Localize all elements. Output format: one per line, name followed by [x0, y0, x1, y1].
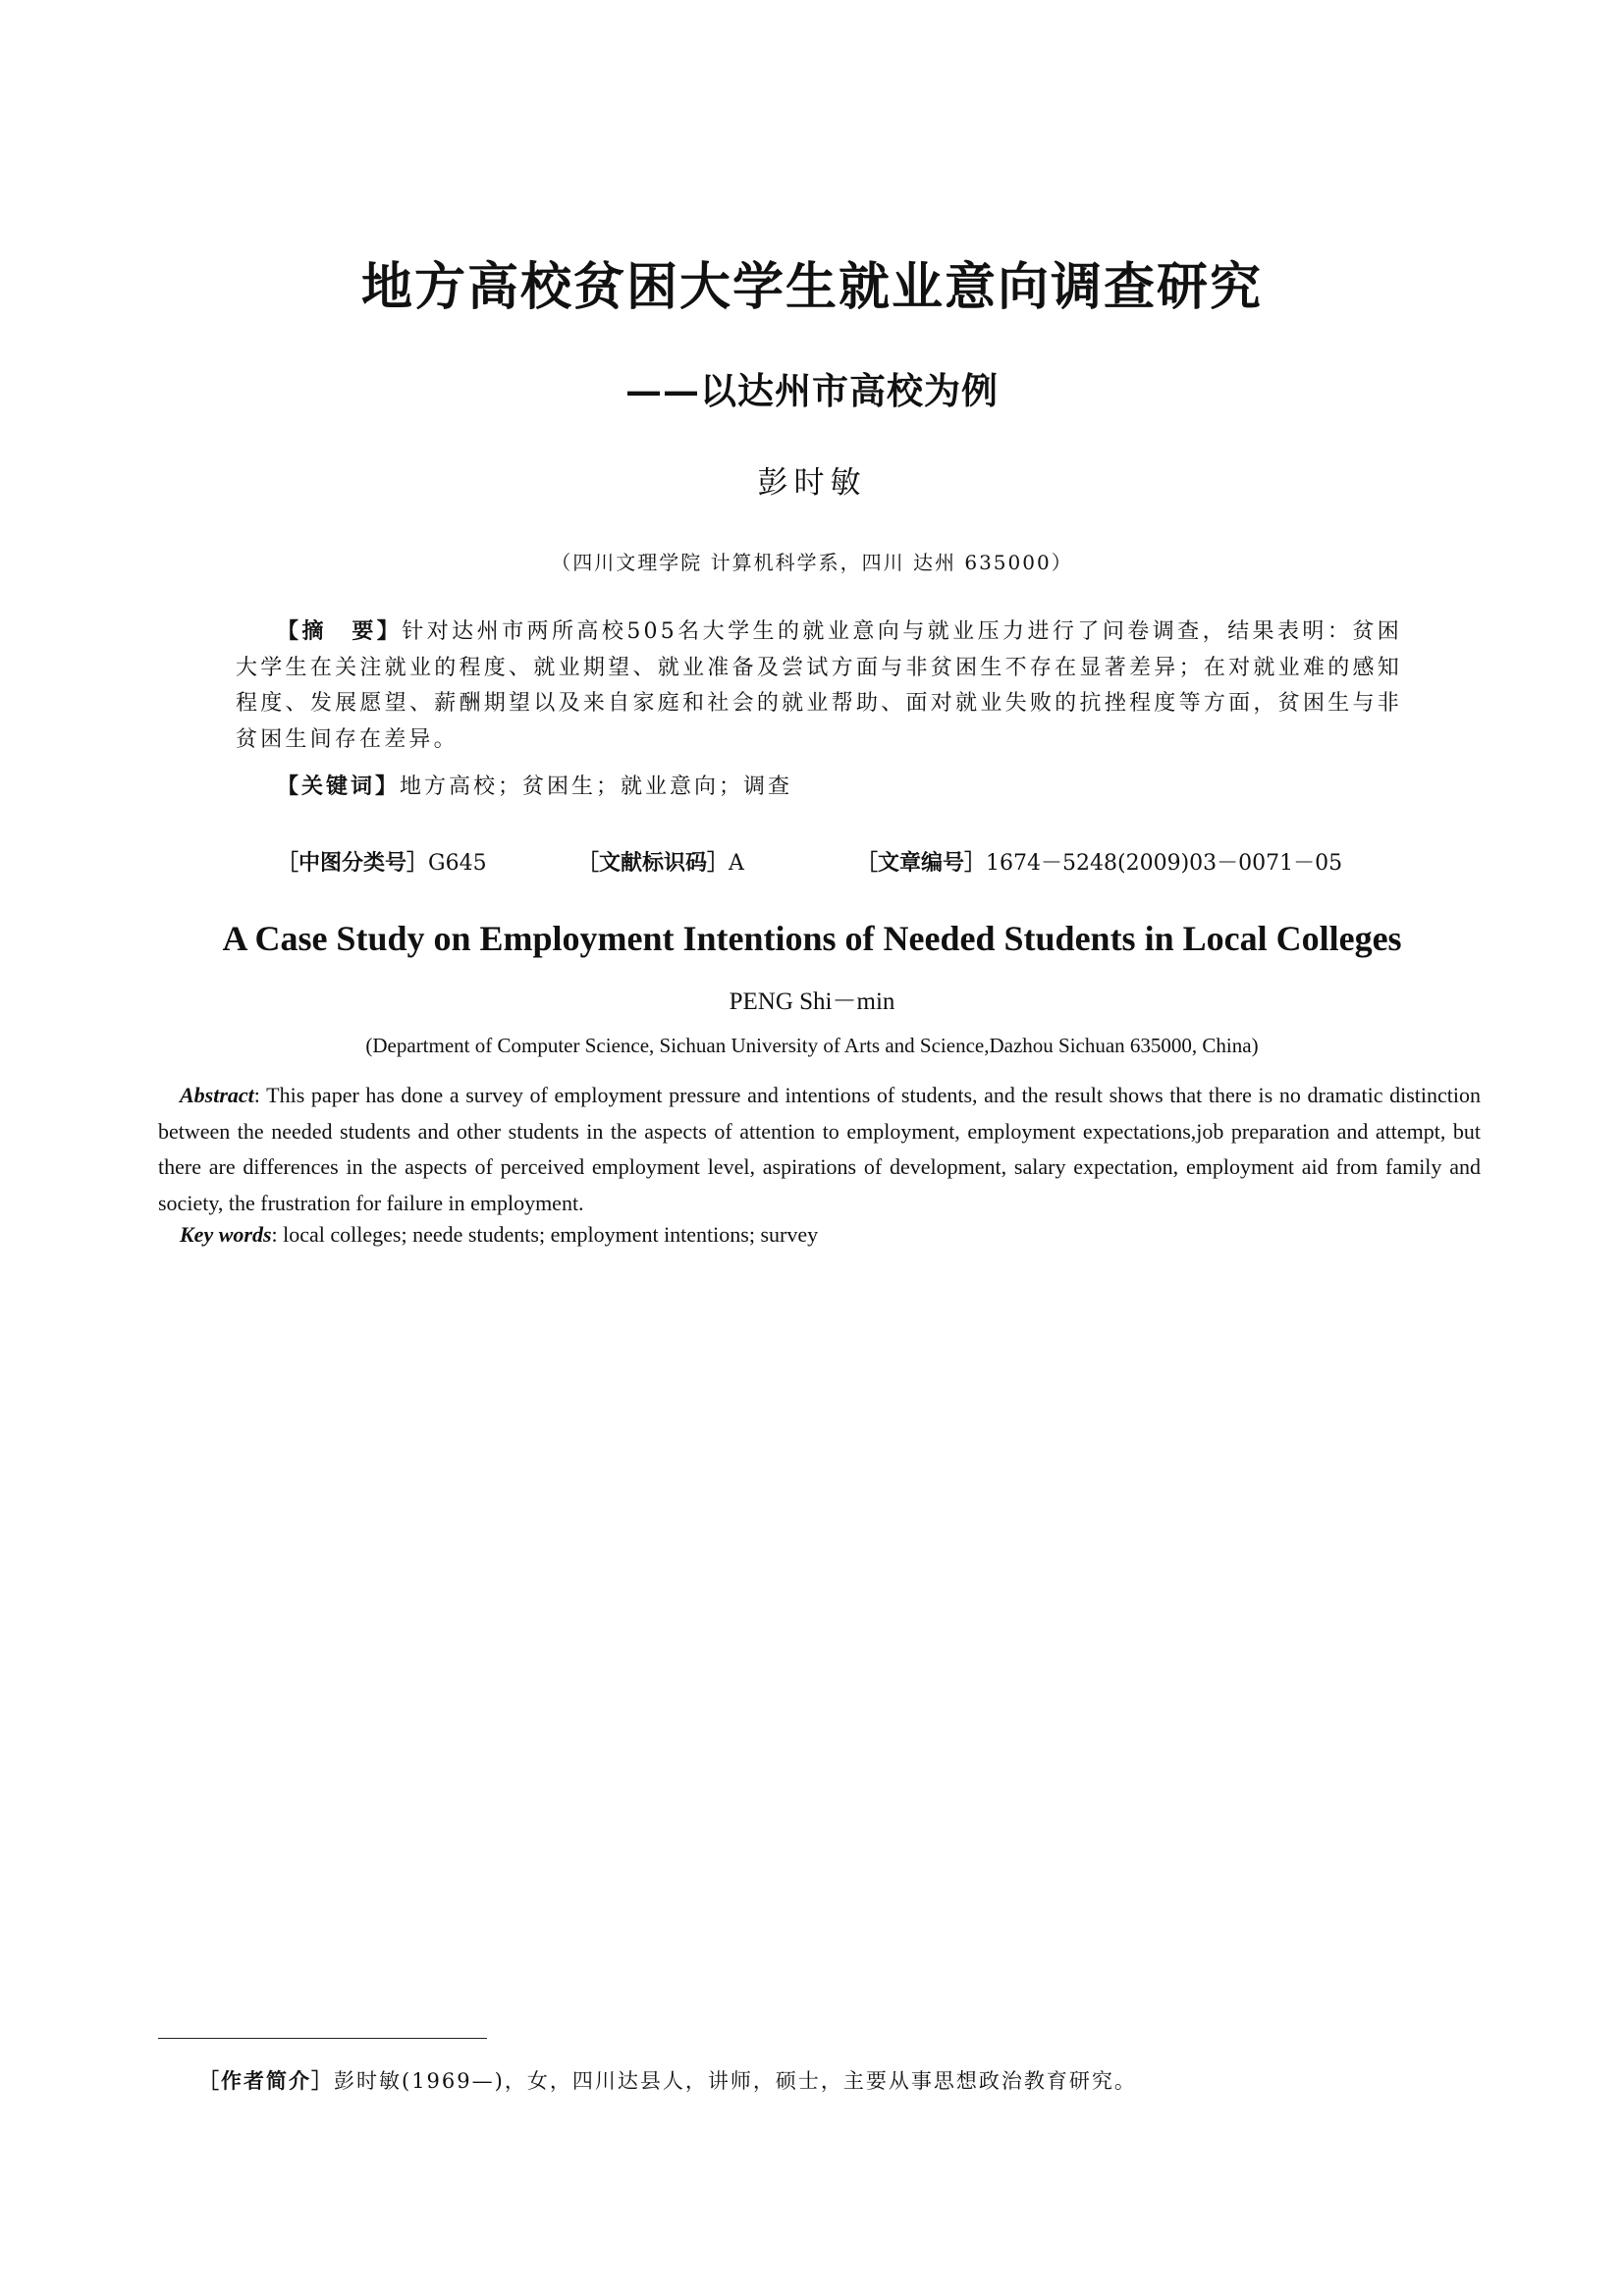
keywords-en-sep: :	[271, 1222, 284, 1247]
keywords-cn-label: 【关键词】	[277, 774, 401, 799]
keywords-en-text: local colleges; neede students; employment intentions; survey	[283, 1222, 819, 1247]
keywords-en	[180, 1222, 818, 1248]
author-bio-label: ［作者简介］	[198, 2069, 334, 2093]
document-code-value: A	[729, 851, 744, 876]
affiliation-cn: （四川文理学院 计算机科学系，四川 达州 635000）	[551, 551, 1073, 574]
keywords-cn	[277, 770, 792, 800]
article-number-value: 1674－5248(2009)03－0071－05	[986, 851, 1343, 876]
paper-title-cn: 地方高校贫困大学生就业意向调查研究	[360, 257, 1263, 317]
abstract-cn	[236, 614, 1402, 758]
author-en: PENG Shi－min	[729, 988, 895, 1015]
author-cn: 彭时敏	[757, 465, 867, 501]
abstract-cn-text: 针对达州市两所高校505名大学生的就业意向与就业压力进行了问卷调查，结果表明：贫困大学生在关注就业的程度、就业期望、就业准备及尝试方面与非贫困生不存在显著差异；在对就业难的感知程度、发展愿望、薪酬期望以及来自家庭和社会的就业帮助、面对就业失败的抗挫程度等方面，贫困生与非贫困生间存在差异。	[236, 619, 1402, 752]
abstract-cn-label: 【摘 要】	[277, 619, 403, 644]
keywords-en-label: Key words	[180, 1222, 272, 1247]
author-bio-text: 彭时敏(1969—)，女，四川达县人，讲师，硕士，主要从事思想政治教育研究。	[334, 2069, 1137, 2093]
document-code	[577, 846, 744, 877]
paper-subtitle-cn: ——以达州市高校为例	[625, 369, 999, 412]
clc-number	[277, 846, 487, 877]
author-bio-footnote	[198, 2065, 1137, 2095]
abstract-en-text: This paper has done a survey of employment pressure and intentions of students, and the result shows that there is no dramatic distinction between the needed students and other students in the aspects of attention to employment, employment expectations,job preparation and attempt, but there are differences in the aspects of perceived employment level, aspirations of development, salary expectation, employment aid from family and society, the frustration for failure in employment.	[158, 1083, 1481, 1215]
clc-label: ［中图分类号］	[277, 851, 429, 876]
clc-value: G645	[428, 851, 487, 876]
document-code-label: ［文献标识码］	[577, 851, 730, 876]
abstract-en	[158, 1078, 1481, 1221]
article-number-label: ［文章编号］	[856, 851, 987, 876]
abstract-en-label: Abstract	[180, 1083, 254, 1107]
affiliation-en: (Department of Computer Science, Sichuan University of Arts and Science,Dazhou Sichuan 635000, China)	[365, 1034, 1259, 1057]
keywords-cn-text: 地方高校；贫困生；就业意向；调查	[400, 774, 793, 799]
footnote-divider	[158, 2038, 487, 2039]
article-number	[856, 846, 1342, 877]
paper-title-en: A Case Study on Employment Intentions of Needed Students in Local Colleges	[222, 919, 1402, 958]
abstract-en-sep: :	[253, 1083, 267, 1107]
